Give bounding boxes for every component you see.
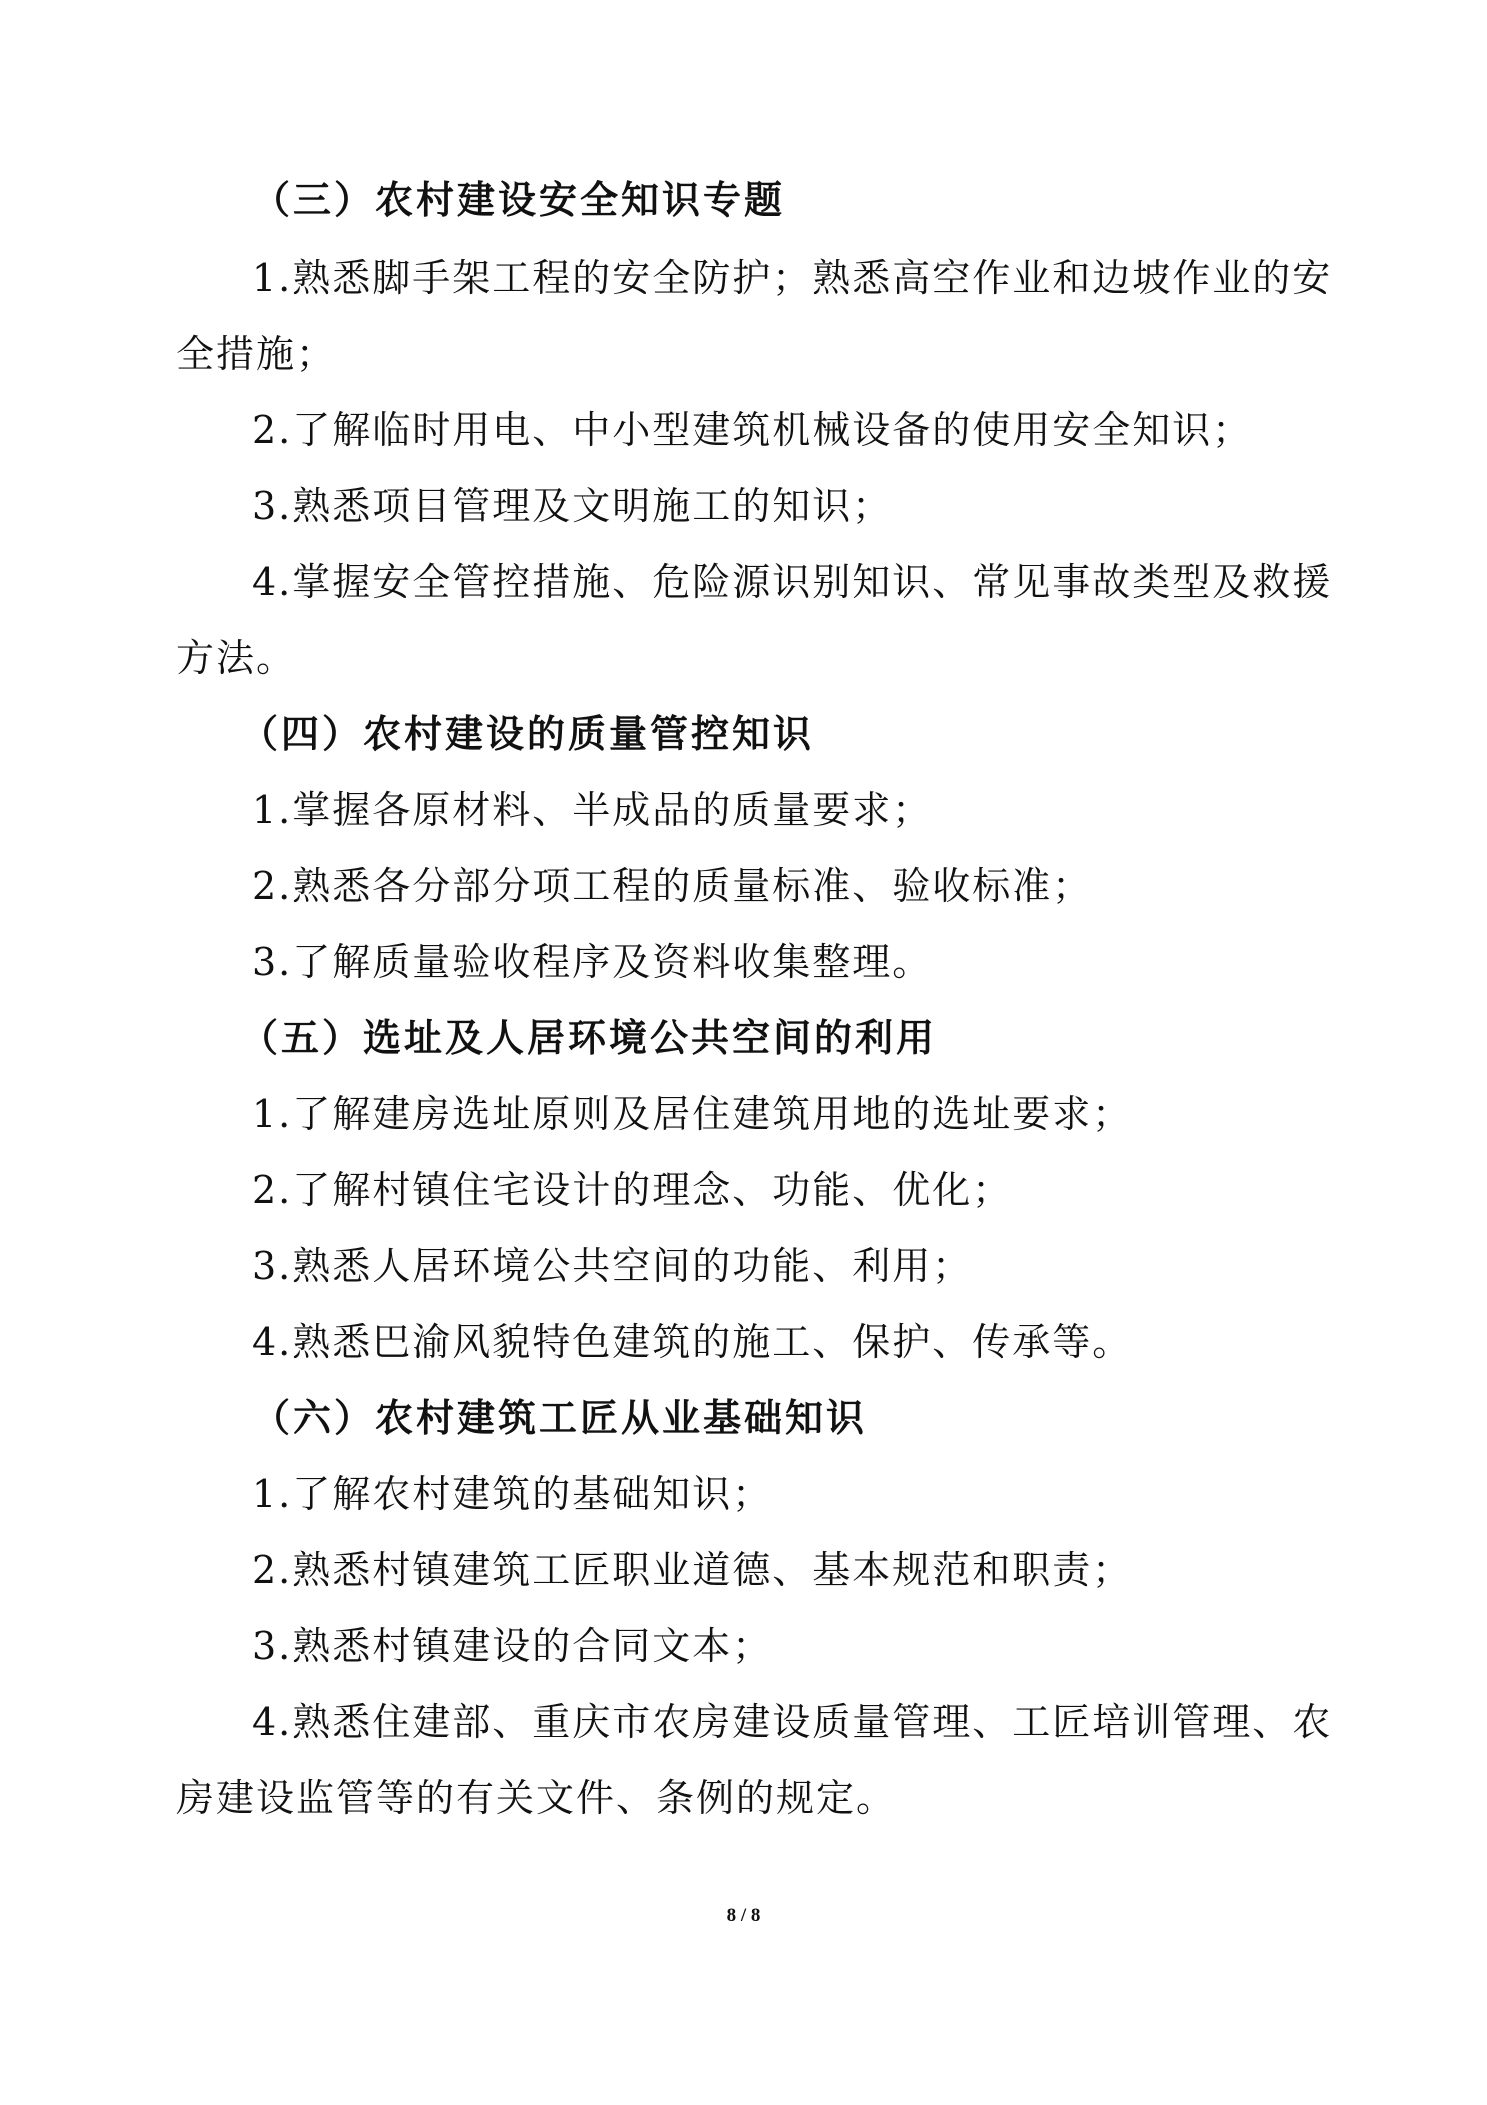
page-number: 8 / 8 <box>726 1905 761 1926</box>
list-item-line: 房建设监管等的有关文件、条例的规定。 <box>176 1776 897 1820</box>
list-item-line: 1.掌握各原材料、半成品的质量要求； <box>252 788 933 832</box>
list-item-line: 1.了解建房选址原则及居住建筑用地的选址要求； <box>252 1092 1133 1136</box>
list-item-line: 3.了解质量验收程序及资料收集整理。 <box>252 940 933 984</box>
section-heading: （三）农村建设安全知识专题 <box>252 177 786 222</box>
section-heading: （四）农村建设的质量管控知识 <box>240 711 815 756</box>
list-item-line: 全措施； <box>176 332 337 376</box>
section-heading: （六）农村建筑工匠从业基础知识 <box>252 1395 868 1440</box>
list-item-line: 1.熟悉脚手架工程的安全防护；熟悉高空作业和边坡作业的安 <box>252 256 1333 300</box>
list-item-line: 3.熟悉项目管理及文明施工的知识； <box>252 484 893 528</box>
list-item-line: 2.熟悉村镇建筑工匠职业道德、基本规范和职责； <box>252 1548 1133 1592</box>
list-item-line: 2.了解村镇住宅设计的理念、功能、优化； <box>252 1168 1013 1212</box>
list-item-line: 方法。 <box>176 636 297 680</box>
list-item-line: 2.了解临时用电、中小型建筑机械设备的使用安全知识； <box>252 408 1253 452</box>
list-item-line: 1.了解农村建筑的基础知识； <box>252 1472 773 1516</box>
list-item-line: 4.掌握安全管控措施、危险源识别知识、常见事故类型及救援 <box>252 560 1333 604</box>
list-item-line: 4.熟悉巴渝风貌特色建筑的施工、保护、传承等。 <box>252 1320 1133 1364</box>
list-item-line: 2.熟悉各分部分项工程的质量标准、验收标准； <box>252 864 1093 908</box>
list-item-line: 4.熟悉住建部、重庆市农房建设质量管理、工匠培训管理、农 <box>252 1700 1333 1744</box>
list-item-line: 3.熟悉村镇建设的合同文本； <box>252 1624 773 1668</box>
section-heading: （五）选址及人居环境公共空间的利用 <box>240 1015 938 1060</box>
list-item-line: 3.熟悉人居环境公共空间的功能、利用； <box>252 1244 973 1288</box>
